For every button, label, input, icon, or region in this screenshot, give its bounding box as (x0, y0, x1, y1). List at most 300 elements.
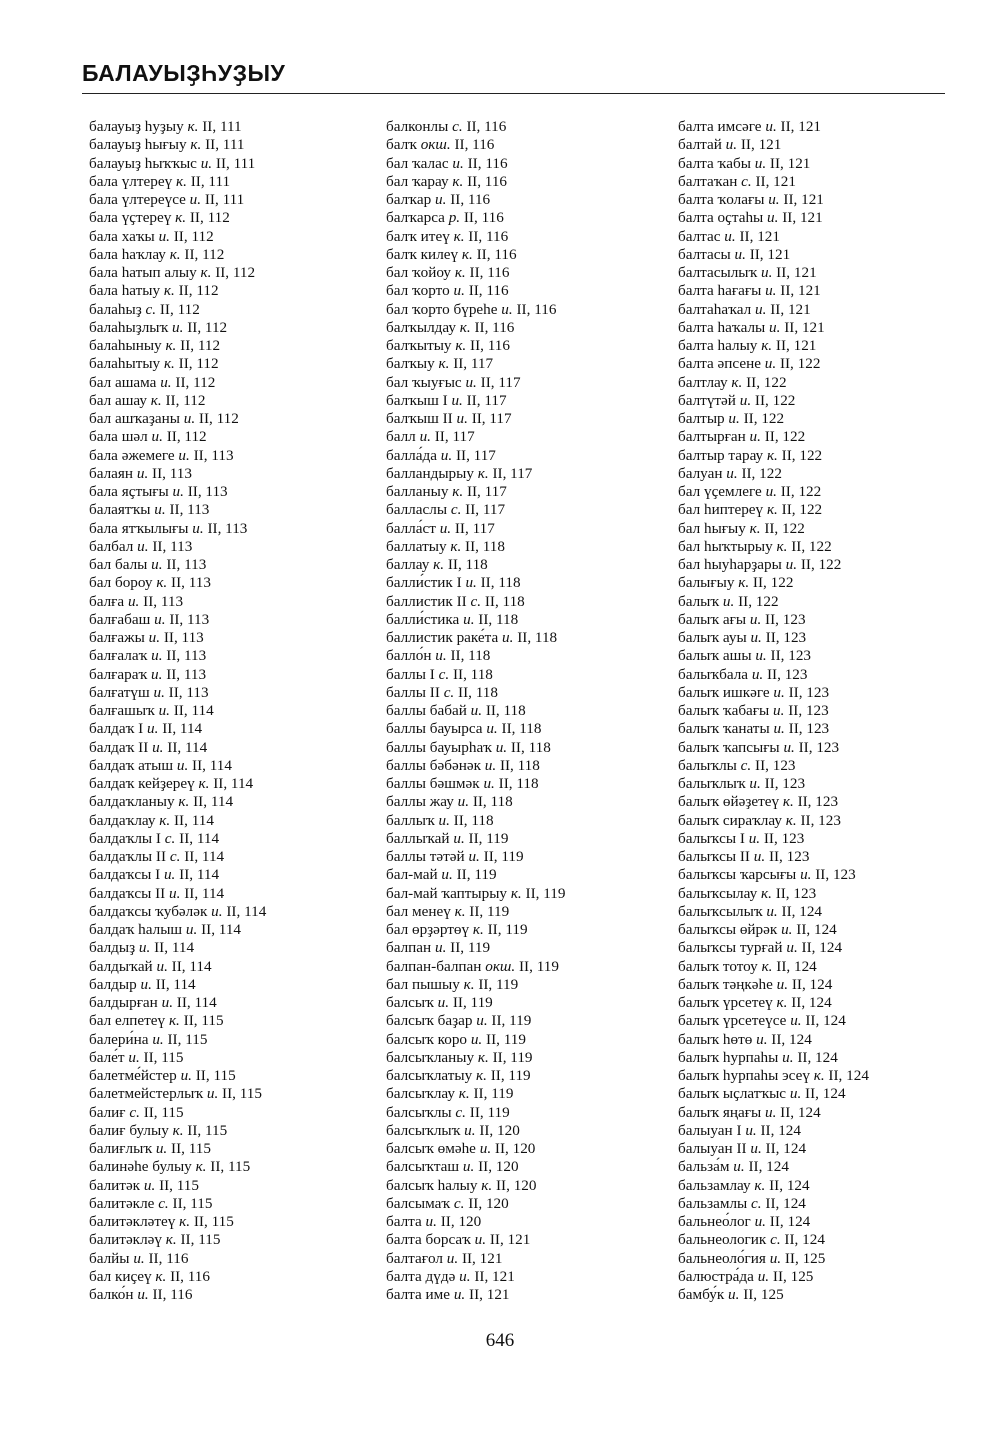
entry-part-of-speech: и. (158, 227, 170, 245)
index-entry (678, 830, 869, 848)
index-entry (386, 976, 565, 994)
index-entry (89, 191, 266, 209)
entry-reference: II, 124 (769, 1213, 811, 1230)
entry-word: балсыҡ һалыу (386, 1176, 478, 1194)
entry-word: балсыҡлыҡ (386, 1121, 461, 1139)
entry-word: балҡ итеү (386, 227, 450, 245)
entry-reference: II, 114 (226, 902, 267, 920)
entry-word: балҡытыу (386, 337, 452, 354)
entry-part-of-speech: и. (753, 848, 766, 865)
index-entry (386, 1213, 565, 1231)
entry-part-of-speech: и. (722, 592, 735, 610)
entry-reference: II, 111 (190, 172, 231, 190)
index-entry (386, 118, 565, 136)
entry-part-of-speech: к. (461, 245, 473, 263)
entry-part-of-speech: к. (190, 136, 202, 154)
entry-part-of-speech: и. (773, 702, 785, 719)
entry-part-of-speech: и. (161, 994, 173, 1011)
entry-reference: II, 114 (213, 775, 254, 792)
entry-reference: II, 115 (193, 1213, 234, 1230)
index-entry (386, 1158, 565, 1176)
index-entry (386, 1268, 565, 1286)
entry-word: балитәкләтеү (89, 1213, 176, 1230)
entry-word: бал киҫеү (89, 1267, 152, 1285)
index-entry (678, 118, 869, 136)
index-entry (678, 866, 869, 884)
index-entry (386, 921, 565, 939)
entry-reference: II, 114 (173, 702, 214, 719)
entry-part-of-speech: и. (465, 373, 477, 391)
index-column-1 (89, 118, 266, 1304)
entry-reference: II, 112 (159, 300, 200, 318)
entry-part-of-speech: к. (450, 537, 462, 555)
entry-part-of-speech: к. (198, 775, 210, 792)
index-entry (89, 1231, 266, 1249)
entry-word: баллы II (386, 683, 440, 701)
entry-part-of-speech: с. (452, 118, 463, 135)
entry-part-of-speech: и. (156, 957, 168, 975)
entry-word: бала яҫтығы (89, 483, 169, 500)
index-entry (678, 1195, 869, 1213)
index-entry (89, 812, 266, 830)
entry-reference: II, 119 (473, 1085, 514, 1103)
index-entry (89, 1049, 266, 1067)
entry-part-of-speech: к. (195, 1158, 207, 1176)
entry-reference: II, 122 (743, 410, 785, 427)
entry-word: балаһыҙ (89, 300, 142, 318)
entry-part-of-speech: и. (425, 1213, 437, 1230)
index-entry (89, 593, 266, 611)
entry-word: баллистик раке́та (386, 629, 499, 646)
entry-reference: II, 112 (180, 337, 221, 354)
index-entry (678, 739, 869, 757)
index-entry (678, 173, 869, 191)
entry-reference: II, 116 (148, 1249, 189, 1267)
entry-reference: II, 123 (788, 683, 830, 701)
index-entry (386, 848, 565, 866)
entry-word: балсыҡлы (386, 1103, 452, 1121)
index-entry (386, 173, 565, 191)
entry-reference: II, 114 (192, 756, 232, 774)
index-entry (89, 447, 266, 465)
entry-reference: II, 115 (159, 1176, 199, 1194)
entry-word: балаятҡы (89, 501, 151, 519)
index-entry (386, 1286, 565, 1304)
entry-part-of-speech: к. (454, 902, 466, 920)
index-entry (89, 1158, 266, 1176)
entry-word: бала һатып алыу (89, 264, 197, 281)
entry-reference: II, 118 (447, 556, 488, 573)
index-entry (678, 629, 869, 647)
entry-reference: II, 117 (455, 446, 496, 464)
entry-part-of-speech: и. (725, 136, 738, 154)
entry-part-of-speech: к. (452, 172, 464, 190)
index-entry (386, 757, 565, 775)
entry-reference: II, 112 (178, 282, 219, 300)
entry-reference: II, 113 (169, 610, 210, 628)
index-entry (386, 392, 565, 410)
entry-reference: II, 122 (800, 556, 842, 573)
entry-reference: II, 121 (755, 172, 796, 190)
entry-reference: II, 124 (796, 921, 837, 938)
entry-reference: II, 123 (775, 884, 817, 902)
entry-reference: II, 119 (468, 829, 509, 847)
entry-part-of-speech: и. (147, 720, 159, 738)
entry-word: балтырған (678, 428, 746, 446)
index-entry (678, 319, 869, 337)
entry-part-of-speech: и. (463, 610, 475, 628)
entry-part-of-speech: к. (452, 483, 464, 500)
index-entry (89, 538, 266, 556)
index-entry (89, 629, 266, 647)
entry-reference: II, 125 (772, 1267, 814, 1285)
entry-word: балдыр (89, 975, 137, 993)
entry-word: баллатыу (386, 537, 447, 555)
entry-reference: II, 115 (167, 1030, 208, 1048)
index-entry (89, 465, 266, 483)
index-entry (89, 574, 266, 592)
entry-reference: II, 122 (764, 428, 806, 446)
entry-word: бала үлтереүсе (89, 191, 186, 208)
index-entry (89, 702, 266, 720)
entry-part-of-speech: и. (435, 191, 447, 208)
entry-word: балыҡ һөтө (678, 1030, 753, 1048)
entry-reference: II, 120 (494, 1140, 536, 1157)
index-entry (89, 611, 266, 629)
index-entry (386, 410, 565, 428)
entry-part-of-speech: с. (443, 683, 455, 701)
entry-reference: II, 123 (765, 629, 807, 646)
index-entry (89, 483, 266, 501)
entry-reference: II, 120 (478, 1158, 519, 1176)
index-entry (678, 702, 869, 720)
entry-reference: II, 121 (749, 245, 791, 263)
index-entry (386, 666, 565, 684)
index-entry (678, 994, 869, 1012)
entry-word: бал менеү (386, 902, 451, 920)
entry-word: балта (386, 1213, 422, 1230)
entry-reference: II, 122 (781, 501, 823, 519)
entry-reference: II, 123 (755, 756, 796, 774)
entry-word: баллы I (386, 665, 435, 683)
entry-reference: II, 115 (180, 1231, 221, 1249)
entry-reference: II, 119 (452, 994, 493, 1011)
entry-reference: II, 116 (468, 282, 509, 300)
entry-reference: II, 121 (780, 282, 821, 300)
entry-reference: II, 121 (784, 318, 825, 336)
entry-word: балл (386, 428, 416, 446)
entry-reference: II, 122 (781, 446, 823, 464)
index-entry (89, 392, 266, 410)
entry-reference: II, 116 (467, 172, 508, 190)
index-entry (386, 994, 565, 1012)
entry-reference: II, 121 (783, 191, 824, 208)
entry-word: балла́ст (386, 519, 436, 537)
entry-reference: II, 111 (215, 154, 256, 172)
entry-word: балҡ (386, 136, 417, 154)
entry-part-of-speech: к. (150, 391, 162, 409)
index-entry (89, 173, 266, 191)
index-entry (386, 1012, 565, 1030)
entry-word: балтаһаҡал (678, 300, 752, 318)
entry-part-of-speech: к. (453, 227, 465, 245)
entry-reference: II, 122 (752, 574, 794, 592)
entry-word: балҡыу (386, 355, 435, 373)
entry-reference: II, 118 (472, 793, 513, 811)
entry-part-of-speech: и. (137, 537, 149, 555)
entry-word: балдаҡ кейҙереү (89, 775, 195, 792)
entry-reference: II, 123 (815, 866, 856, 884)
index-entry (678, 428, 869, 446)
entry-reference: II, 121 (770, 300, 811, 318)
entry-reference: II, 124 (805, 1012, 846, 1030)
entry-part-of-speech: и. (151, 428, 163, 446)
entry-word: балдаҡ атыш (89, 756, 174, 774)
index-entry (386, 264, 565, 282)
entry-word: балдаҡ I (89, 720, 144, 738)
index-entry (386, 301, 565, 319)
entry-reference: II, 114 (179, 829, 220, 847)
index-entry (89, 1213, 266, 1231)
entry-reference: II, 118 (517, 629, 558, 646)
entry-word: балҡыш I (386, 391, 448, 409)
entry-part-of-speech: и. (441, 866, 453, 884)
entry-word: балғараҡ (89, 665, 148, 683)
entry-word: балло́н (386, 647, 432, 665)
entry-part-of-speech: и. (484, 756, 497, 774)
entry-word: балта ҡабы (678, 154, 751, 172)
entry-word: балитәкләү (89, 1231, 162, 1249)
entry-word: бал ҡалас (386, 154, 449, 172)
entry-part-of-speech: и. (800, 866, 812, 884)
entry-reference: II, 123 (788, 720, 830, 738)
entry-part-of-speech: к. (761, 337, 773, 354)
entry-reference: II, 115 (195, 1067, 236, 1084)
entry-reference: II, 113 (166, 665, 207, 683)
index-entry (678, 155, 869, 173)
entry-part-of-speech: и. (739, 391, 752, 409)
entry-part-of-speech: и. (726, 464, 738, 482)
index-entry (89, 720, 266, 738)
entry-word: балаһытыу (89, 355, 161, 373)
index-entry (89, 282, 266, 300)
entry-reference: II, 117 (434, 428, 475, 446)
entry-part-of-speech: к. (175, 209, 187, 227)
entry-reference: II, 118 (478, 610, 519, 628)
entry-reference: II, 123 (764, 775, 806, 792)
entry-word: балла́да (386, 446, 437, 464)
entry-reference: II, 125 (784, 1249, 826, 1267)
index-entry (89, 1195, 266, 1213)
index-entry (386, 684, 565, 702)
index-entry (386, 1104, 565, 1122)
index-entry (89, 1104, 266, 1122)
entry-word: балуан (678, 464, 723, 482)
index-entry (678, 1012, 869, 1030)
entry-reference: II, 119 (487, 921, 528, 938)
entry-part-of-speech: и. (766, 902, 778, 920)
entry-part-of-speech: и. (783, 738, 795, 756)
entry-reference: II, 124 (748, 1158, 789, 1176)
entry-part-of-speech: и. (138, 939, 151, 957)
index-entry (89, 739, 266, 757)
entry-part-of-speech: и. (773, 683, 785, 701)
index-entry (89, 885, 266, 903)
index-entry (386, 447, 565, 465)
entry-reference: II, 113 (166, 556, 207, 573)
entry-part-of-speech: к. (760, 884, 772, 902)
entry-part-of-speech: и. (750, 629, 762, 646)
entry-reference: II, 119 (469, 902, 510, 920)
entry-word: балдаҡ II (89, 738, 149, 756)
index-entry (386, 501, 565, 519)
index-entry (89, 246, 266, 264)
entry-word: балыҡлы (678, 756, 737, 774)
index-entry (89, 1067, 266, 1085)
entry-word: балиғ (89, 1103, 126, 1121)
entry-part-of-speech: и. (151, 647, 163, 665)
index-entry (89, 903, 266, 921)
index-entry (89, 155, 266, 173)
entry-word: балғабаш (89, 610, 151, 628)
index-entry (678, 465, 869, 483)
entry-part-of-speech: и. (128, 1048, 140, 1066)
entry-word: балта һалыу (678, 337, 758, 354)
entry-word: балдаҡсы I (89, 866, 161, 884)
entry-word: балтүтәй (678, 391, 736, 409)
entry-word: балта һағағы (678, 282, 762, 300)
entry-word: балыҡ үрсетеү (678, 994, 773, 1011)
entry-word: балитәк (89, 1176, 141, 1194)
entry-word: балдыҙ (89, 939, 136, 957)
index-entry (386, 355, 565, 373)
entry-part-of-speech: к. (766, 446, 778, 464)
index-entry (678, 1085, 869, 1103)
index-entry (678, 1268, 869, 1286)
entry-part-of-speech: и. (479, 1140, 492, 1157)
entry-reference: II, 112 (189, 209, 230, 227)
entry-word: балыҡ ҡанаты (678, 720, 770, 738)
entry-part-of-speech: и. (151, 556, 163, 573)
entry-part-of-speech: и. (773, 720, 785, 738)
entry-word: балдырған (89, 994, 158, 1011)
entry-word: бал ҡойоу (386, 264, 452, 281)
entry-part-of-speech: к. (163, 355, 175, 373)
entry-part-of-speech: к. (159, 811, 171, 829)
entry-word: бал балы (89, 556, 148, 573)
entry-part-of-speech: с. (770, 1231, 781, 1249)
index-entry (386, 1085, 565, 1103)
entry-reference: II, 118 (485, 702, 526, 719)
index-entry (386, 556, 565, 574)
index-entry (678, 246, 869, 264)
entry-reference: II, 121 (775, 337, 817, 354)
entry-reference: II, 120 (479, 1121, 520, 1139)
entry-part-of-speech: и. (733, 1158, 745, 1176)
entry-reference: II, 115 (172, 1194, 213, 1212)
index-entry (678, 483, 869, 501)
header-rule (82, 93, 945, 94)
entry-part-of-speech: и. (459, 1267, 471, 1285)
entry-reference: II, 122 (791, 537, 832, 555)
index-entry (89, 921, 266, 939)
entry-word: бала әжемеге (89, 446, 175, 464)
entry-reference: II, 120 (495, 1176, 537, 1194)
entry-word: бал өрҙәртөү (386, 921, 470, 938)
entry-word: балҡар (386, 191, 432, 208)
entry-part-of-speech: и. (438, 811, 450, 829)
index-entry (678, 556, 869, 574)
entry-reference: II, 117 (466, 391, 507, 409)
entry-part-of-speech: и. (453, 829, 465, 847)
entry-word: балауыҙ һығыу (89, 136, 187, 154)
entry-part-of-speech: и. (764, 355, 777, 373)
index-entry (386, 191, 565, 209)
entry-reference: II, 113 (187, 483, 228, 500)
entry-part-of-speech: и. (211, 902, 223, 920)
running-head: БАЛАУЫҘҺУҘЫУ (82, 60, 286, 86)
entry-reference: II, 119 (450, 939, 491, 957)
entry-word: балли́стик I (386, 574, 462, 592)
entry-part-of-speech: к. (155, 1267, 167, 1285)
entry-reference: II, 124 (781, 902, 823, 920)
entry-word: балбал (89, 537, 134, 555)
entry-word: баллыҡай (386, 829, 450, 847)
entry-word: балта борсаҡ (386, 1231, 471, 1249)
entry-word: балтлау (678, 373, 728, 391)
entry-word: балтыр (678, 410, 725, 427)
entry-part-of-speech: с. (453, 1194, 465, 1212)
entry-reference: II, 119 (469, 1103, 510, 1121)
index-entry (678, 1158, 869, 1176)
entry-word: балюстра́да (678, 1267, 754, 1285)
entry-reference: II, 114 (162, 720, 203, 738)
entry-reference: II, 115 (171, 1140, 211, 1157)
entry-word: балли́стика (386, 610, 460, 628)
index-entry (89, 775, 266, 793)
index-entry (89, 228, 266, 246)
index-entry (89, 374, 266, 392)
entry-part-of-speech: к. (476, 1067, 487, 1084)
entry-reference: II, 120 (440, 1213, 482, 1230)
entry-reference: II, 113 (163, 629, 204, 646)
entry-part-of-speech: и. (451, 391, 463, 409)
entry-part-of-speech: с. (450, 501, 462, 519)
entry-reference: II, 121 (469, 1286, 510, 1303)
index-entry (89, 1250, 266, 1268)
index-entry (678, 593, 869, 611)
entry-word: баллы тәтәй (386, 848, 465, 865)
entry-word: бала үҫтереү (89, 209, 172, 227)
entry-word: балта дүдә (386, 1267, 456, 1285)
entry-word: балласлы (386, 501, 448, 519)
index-entry (386, 282, 565, 300)
index-entry (678, 191, 869, 209)
entry-word: баллистик II (386, 592, 467, 610)
entry-reference: II, 124 (780, 1103, 821, 1121)
index-entry (89, 1012, 266, 1030)
entry-word: балыҡ тәңкәһе (678, 975, 773, 993)
index-entry (678, 282, 869, 300)
entry-part-of-speech: и. (767, 209, 779, 227)
index-entry (678, 958, 869, 976)
entry-reference: II, 117 (466, 483, 507, 500)
index-entry (678, 611, 869, 629)
page-number: 646 (485, 1330, 515, 1351)
entry-part-of-speech: и. (435, 647, 447, 665)
entry-word: балғашыҡ (89, 702, 155, 719)
entry-part-of-speech: и. (790, 1012, 802, 1030)
